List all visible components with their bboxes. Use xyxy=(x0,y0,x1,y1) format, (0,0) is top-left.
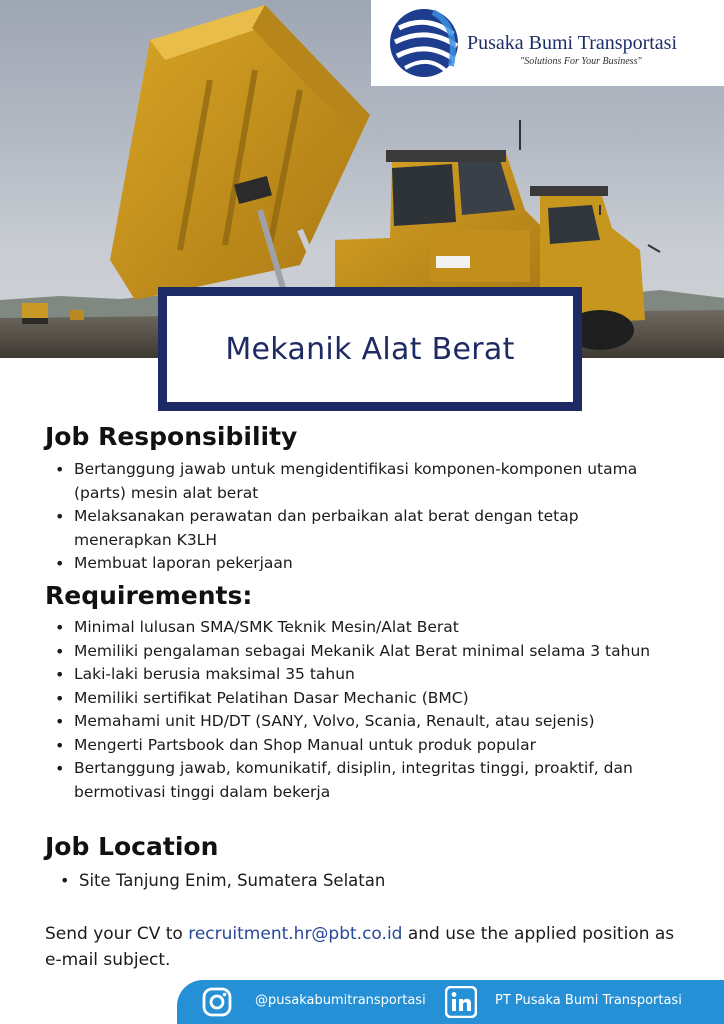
company-tagline: "Solutions For Your Business" xyxy=(520,56,642,67)
location-list xyxy=(55,869,655,893)
apply-instructions xyxy=(45,921,685,973)
requirements-list xyxy=(50,616,690,804)
instagram-icon[interactable] xyxy=(202,987,232,1017)
recruitment-email-link[interactable]: recruitment.hr@pbt.co.id xyxy=(188,924,403,944)
instagram-handle[interactable]: @pusakabumitransportasi xyxy=(255,993,426,1008)
list-item: • Minimal lulusan SMA/SMK Teknik Mesin/Alat Berat xyxy=(50,616,690,640)
list-item: • Memiliki pengalaman sebagai Mekanik Alat Berat minimal selama 3 tahun xyxy=(50,640,690,664)
location-heading: Job Location xyxy=(45,832,219,861)
list-item: • Melaksanakan perawatan dan perbaikan alat berat dengan tetap menerapkan K3LH xyxy=(50,505,670,552)
list-item: • Membuat laporan pekerjaan xyxy=(50,552,670,576)
list-item: • Memahami unit HD/DT (SANY, Volvo, Scania, Renault, atau sejenis) xyxy=(50,710,690,734)
company-logo-box xyxy=(371,0,724,86)
company-name: Pusaka Bumi Transportasi xyxy=(467,32,678,54)
apply-suffix: and use the applied position as e-mail subject. xyxy=(45,924,675,970)
list-item: • Bertanggung jawab untuk mengidentifikasi komponen-komponen utama (parts) mesin alat berat xyxy=(50,458,670,505)
job-title-card xyxy=(158,287,582,411)
social-footer-bar xyxy=(177,980,724,1024)
list-item: • Site Tanjung Enim, Sumatera Selatan xyxy=(55,869,655,893)
job-title-inner xyxy=(167,296,573,402)
linkedin-icon[interactable] xyxy=(445,986,477,1018)
linkedin-company-name[interactable]: PT Pusaka Bumi Transportasi xyxy=(495,993,682,1008)
requirements-heading: Requirements: xyxy=(45,581,253,610)
responsibility-heading: Job Responsibility xyxy=(45,422,298,451)
responsibility-list xyxy=(50,458,670,576)
pbt-globe-logo-icon xyxy=(387,6,461,80)
apply-prefix: Send your CV to xyxy=(45,924,189,944)
job-title: Mekanik Alat Berat xyxy=(225,331,515,367)
list-item: • Bertanggung jawab, komunikatif, disiplin, integritas tinggi, proaktif, dan bermotivasi tinggi dalam bekerja xyxy=(50,757,690,804)
list-item: • Laki-laki berusia maksimal 35 tahun xyxy=(50,663,690,687)
list-item: • Mengerti Partsbook dan Shop Manual untuk produk popular xyxy=(50,734,690,758)
list-item: • Memiliki sertifikat Pelatihan Dasar Mechanic (BMC) xyxy=(50,687,690,711)
